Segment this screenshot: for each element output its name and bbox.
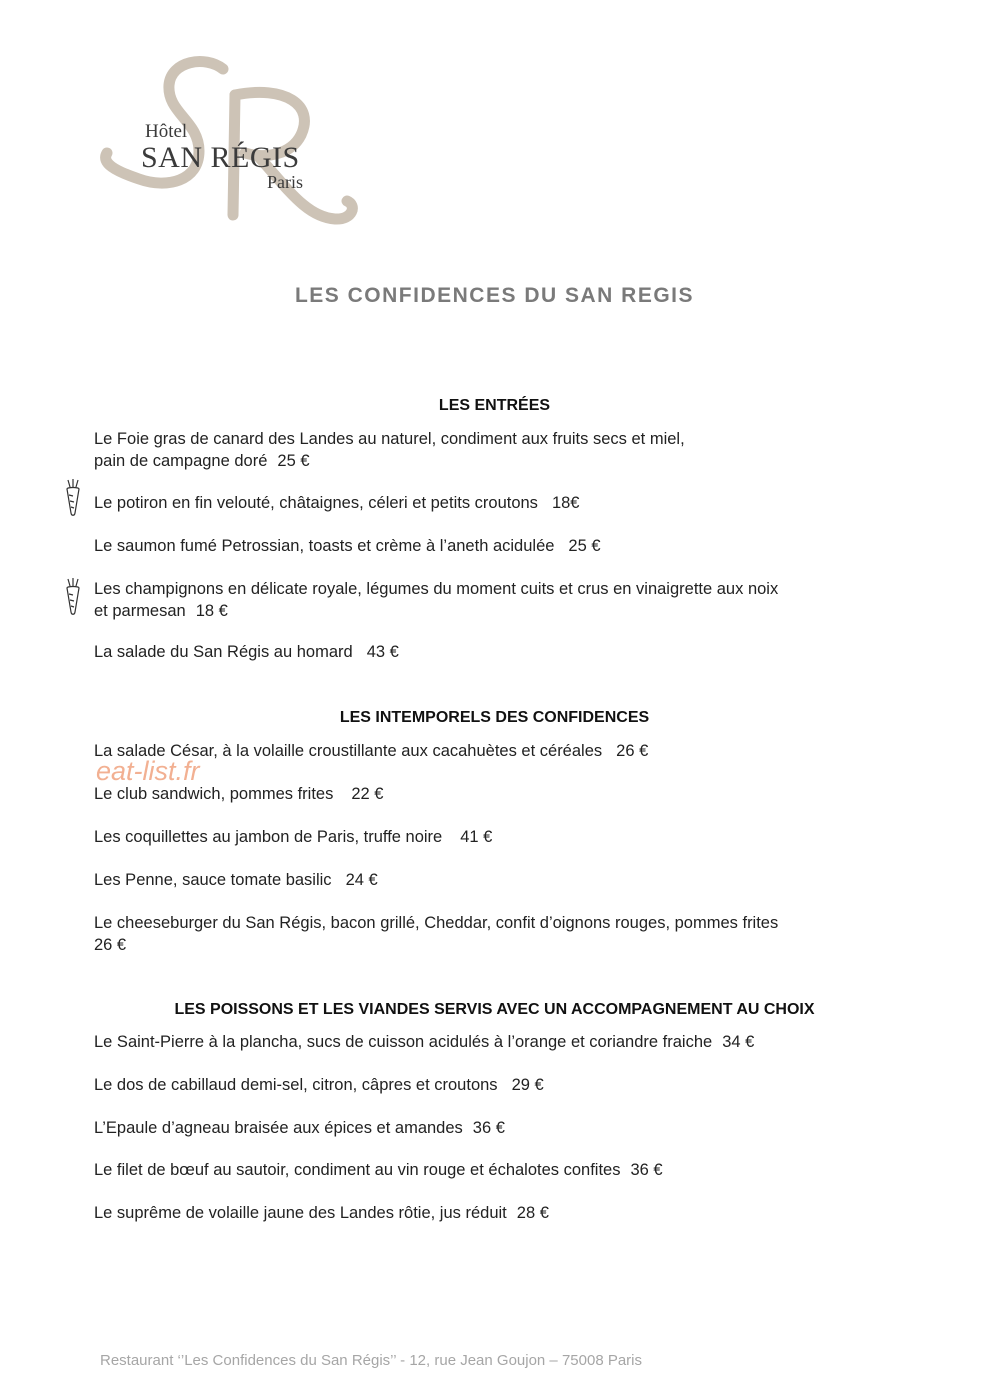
menu-item — [94, 1202, 904, 1224]
item-description: Le club sandwich, pommes frites — [94, 785, 334, 803]
logo-city-text: Paris — [267, 172, 303, 192]
item-price: 36 € — [472, 1119, 505, 1137]
item-description: Le filet de bœuf au sautoir, condiment au vin rouge et échalotes confites — [94, 1161, 621, 1179]
section-heading-intemporels: LES INTEMPORELS DES CONFIDENCES — [339, 709, 650, 726]
item-description: Le saumon fumé Petrossian, toasts et crème à l’aneth acidulée — [94, 537, 555, 555]
item-description: La salade du San Régis au homard — [94, 643, 353, 661]
item-price: 25 € — [277, 452, 310, 470]
item-description: Le suprême de volaille jaune des Landes rôtie, jus réduit — [94, 1204, 507, 1222]
menu-item — [94, 535, 904, 557]
item-description: Les champignons en délicate royale, légumes du moment cuits et crus en vinaigrette aux noix — [94, 580, 779, 598]
hotel-logo — [95, 55, 365, 235]
page-title: LES CONFIDENCES DU SAN REGIS — [294, 284, 695, 307]
item-price: 26 € — [616, 742, 649, 760]
item-price: 18 € — [195, 602, 228, 620]
menu-item — [94, 869, 904, 891]
item-description: L’Epaule d’agneau braisée aux épices et amandes — [94, 1119, 463, 1137]
item-price: 22 € — [351, 785, 384, 803]
footer-address: Restaurant ‘’Les Confidences du San Régis’’ - 12, rue Jean Goujon – 75008 Paris — [100, 1352, 642, 1369]
logo-name-text: SAN RÉGIS — [141, 141, 300, 174]
item-description: La salade César, à la volaille croustillante aux cacahuètes et céréales — [94, 742, 603, 760]
menu-item — [94, 1117, 904, 1139]
menu-item — [94, 912, 904, 956]
item-description: Les coquillettes au jambon de Paris, truffe noire — [94, 828, 443, 846]
menu-item — [94, 740, 904, 762]
item-price: 25 € — [568, 537, 601, 555]
item-price: 43 € — [366, 643, 399, 661]
item-price: 24 € — [345, 871, 378, 889]
item-price: 41 € — [460, 828, 493, 846]
item-price: 36 € — [630, 1161, 663, 1179]
section-heading-poissons-viandes: LES POISSONS ET LES VIANDES SERVIS AVEC UN ACCOMPAGNEMENT AU CHOIX — [174, 1001, 815, 1018]
item-price: 26 € — [94, 936, 127, 954]
item-price: 29 € — [511, 1076, 544, 1094]
item-description: Le cheeseburger du San Régis, bacon grillé, Cheddar, confit d’oignons rouges, pommes frites — [94, 914, 779, 932]
carrot-icon — [65, 479, 81, 517]
item-price: 34 € — [722, 1033, 755, 1051]
section-heading-entrees: LES ENTRÉES — [438, 397, 551, 414]
watermark-text: eat-list.fr — [96, 756, 200, 786]
item-price: 18€ — [551, 494, 580, 512]
menu-item — [94, 492, 904, 514]
item-description-line2: et parmesan — [94, 602, 186, 620]
menu-item — [94, 783, 904, 805]
item-description: Le dos de cabillaud demi-sel, citron, câpres et croutons — [94, 1076, 498, 1094]
carrot-icon — [65, 578, 81, 616]
menu-item — [94, 578, 904, 622]
item-description: Les Penne, sauce tomate basilic — [94, 871, 332, 889]
menu-item — [94, 1031, 904, 1053]
item-description: Le Foie gras de canard des Landes au naturel, condiment aux fruits secs et miel, — [94, 430, 685, 448]
item-price: 28 € — [516, 1204, 549, 1222]
menu-item — [94, 1074, 904, 1096]
menu-item — [94, 1159, 904, 1181]
menu-item — [94, 641, 904, 663]
menu-item — [94, 826, 904, 848]
item-description: Le Saint-Pierre à la plancha, sucs de cuisson acidulés à l’orange et coriandre fraiche — [94, 1033, 713, 1051]
logo-hotel-text: Hôtel — [145, 121, 188, 142]
item-description: Le potiron en fin velouté, châtaignes, céleri et petits croutons — [94, 494, 538, 512]
item-description-line2: pain de campagne doré — [94, 452, 268, 470]
menu-item — [94, 428, 904, 472]
